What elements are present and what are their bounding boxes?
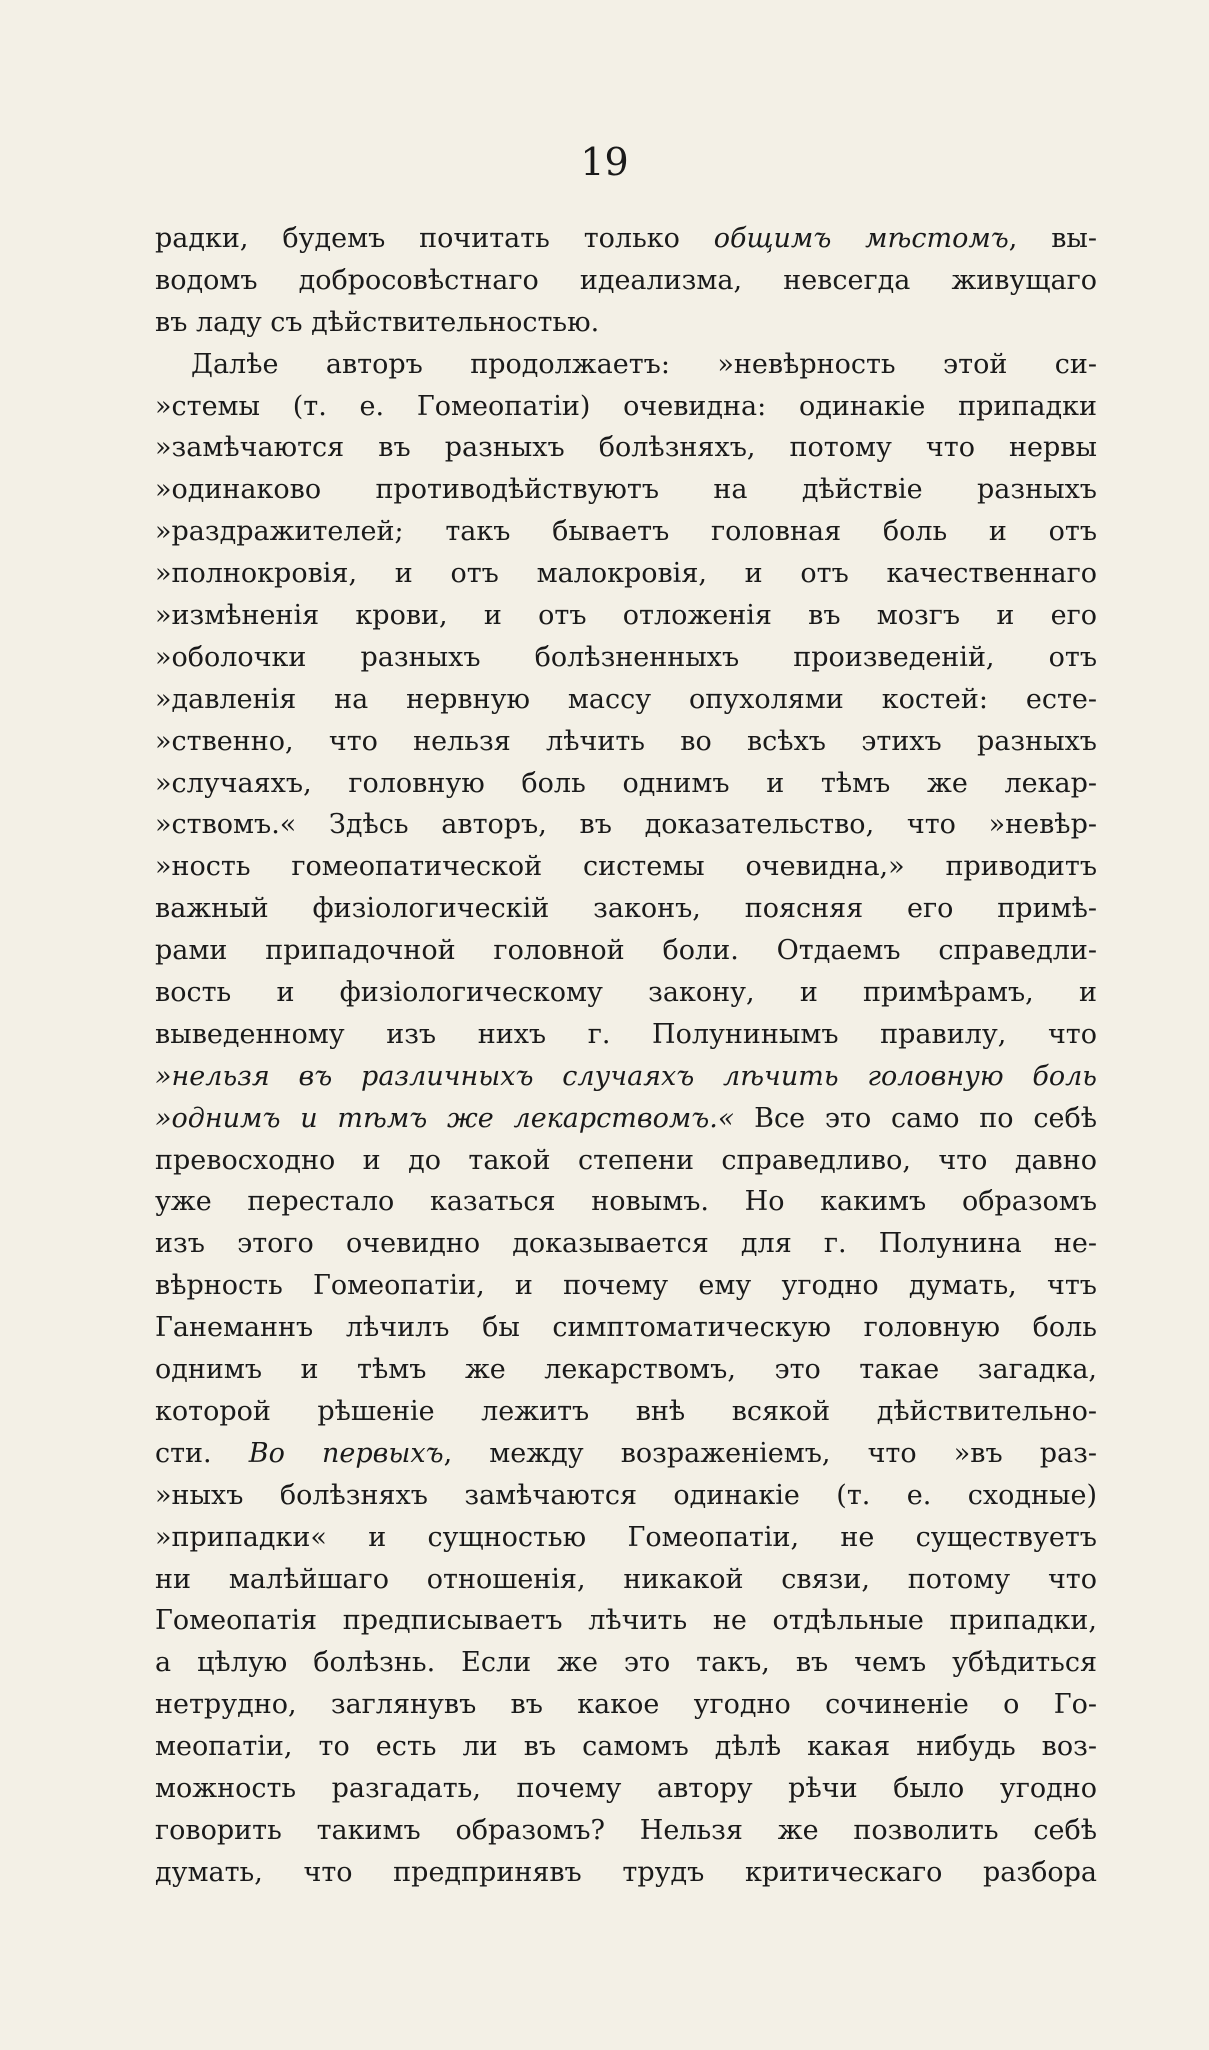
italic-text: »однимъ и тѣмъ же лекарствомъ.« [155, 1102, 735, 1134]
text-line [155, 972, 1097, 1014]
text-line [155, 1475, 1097, 1517]
text-line [155, 595, 1097, 637]
text-line [155, 1517, 1097, 1559]
text-run: уже перестало казаться новымъ. Но какимъ образомъ [155, 1186, 1097, 1218]
text-run: а цѣлую болѣзнь. Если же это такъ, въ чемъ убѣдиться [155, 1647, 1097, 1679]
text-run: однимъ и тѣмъ же лекарствомъ, это такае загадка, [155, 1354, 1097, 1386]
text-line [155, 763, 1097, 805]
text-run: водомъ добросовѣстнаго идеализма, невсегда живущаго [155, 264, 1097, 296]
text-run: »стемы (т. е. Гомеопатіи) очевидна: одинакіе припадки [155, 390, 1097, 422]
text-line [155, 469, 1097, 511]
text-line [155, 1559, 1097, 1601]
text-line [155, 637, 1097, 679]
text-run: выведенному изъ нихъ г. Полунинымъ правилу, что [155, 1018, 1097, 1050]
text-run: »одинаково противодѣйствуютъ на дѣйствіе разныхъ [155, 474, 1097, 506]
text-run: »ность гомеопатической системы очевидна,» приводитъ [155, 851, 1097, 883]
text-line [155, 1181, 1097, 1223]
text-line [155, 1098, 1097, 1140]
text-run: Далѣе авторъ продолжаетъ: »невѣрность этой си- [191, 348, 1097, 380]
text-run: »припадки« и сущностью Гомеопатіи, не существуетъ [155, 1521, 1097, 1553]
text-run: сти. [155, 1437, 249, 1469]
text-run: »оболочки разныхъ болѣзненныхъ произведеній, отъ [155, 641, 1097, 673]
text-line [155, 302, 1097, 344]
text-run: превосходно и до такой степени справедливо, что давно [155, 1144, 1097, 1176]
text-line [155, 344, 1097, 386]
text-line [155, 1642, 1097, 1684]
text-run: рами припадочной головной боли. Отдаемъ справедли- [155, 935, 1097, 967]
text-line [155, 1014, 1097, 1056]
text-run: ни малѣйшаго отношенія, никакой связи, потому что [155, 1563, 1097, 1595]
text-line [155, 679, 1097, 721]
text-run: вѣрность Гомеопатіи, и почему ему угодно думать, чтъ [155, 1270, 1097, 1302]
text-line [155, 1433, 1097, 1475]
text-run: нетрудно, заглянувъ въ какое угодно сочиненіе о Го- [155, 1689, 1097, 1721]
text-line [155, 846, 1097, 888]
text-line [155, 260, 1097, 302]
italic-text: »нельзя въ различныхъ случаяхъ лѣчить головную боль [155, 1060, 1097, 1092]
text-run: »случаяхъ, головную боль однимъ и тѣмъ же лекар- [155, 767, 1097, 799]
body-text [155, 218, 1097, 1894]
text-run: Все это само по себѣ [734, 1102, 1097, 1134]
text-line [155, 1391, 1097, 1433]
text-run: »ственно, что нельзя лѣчить во всѣхъ этихъ разныхъ [155, 725, 1097, 757]
text-line [155, 1265, 1097, 1307]
text-line [155, 1768, 1097, 1810]
text-line [155, 1307, 1097, 1349]
text-run: можность разгадать, почему автору рѣчи было угодно [155, 1772, 1097, 1804]
text-run: въ ладу съ дѣйствительностью. [155, 306, 600, 338]
text-line [155, 1810, 1097, 1852]
text-line [155, 553, 1097, 595]
text-run: меопатіи, то есть ли въ самомъ дѣлѣ какая нибудь воз- [155, 1731, 1097, 1763]
text-run: »полнокровія, и отъ малокровія, и отъ качественнаго [155, 558, 1097, 590]
text-run: думать, что предпринявъ трудъ критическаго разбора [155, 1856, 1097, 1888]
text-line [155, 1600, 1097, 1642]
text-run: »измѣненія крови, и отъ отложенія въ мозгъ и его [155, 600, 1097, 632]
text-line [155, 888, 1097, 930]
text-run: важный физіологическій законъ, поясняя его примѣ- [155, 893, 1097, 925]
text-run: изъ этого очевидно доказывается для г. Полунина не- [155, 1228, 1097, 1260]
text-line [155, 218, 1097, 260]
text-line [155, 1726, 1097, 1768]
text-line [155, 930, 1097, 972]
text-run: Гомеопатія предписываетъ лѣчить не отдѣльные припадки, [155, 1605, 1097, 1637]
text-run: , вы- [1008, 223, 1097, 254]
text-run: »ствомъ.« Здѣсь авторъ, въ доказательство, что »невѣр- [155, 809, 1097, 841]
text-run: »ныхъ болѣзняхъ замѣчаются одинакіе (т. е. сходные) [155, 1479, 1097, 1511]
text-line [155, 511, 1097, 553]
text-line [155, 427, 1097, 469]
text-run: »замѣчаются въ разныхъ болѣзняхъ, потому что нервы [155, 432, 1097, 464]
text-run: вость и физіологическому закону, и примѣрамъ, и [155, 977, 1097, 1009]
text-run: которой рѣшеніе лежитъ внѣ всякой дѣйствительно- [155, 1395, 1097, 1427]
text-line [155, 1056, 1097, 1098]
text-line [155, 1140, 1097, 1182]
italic-text: Во первыхъ [248, 1437, 444, 1469]
text-line [155, 1852, 1097, 1894]
text-run: Ганеманнъ лѣчилъ бы симптоматическую головную боль [155, 1312, 1097, 1344]
text-line [155, 721, 1097, 763]
text-run: »раздражителей; такъ бываетъ головная боль и отъ [155, 516, 1097, 548]
text-line [155, 386, 1097, 428]
italic-text: общимъ мѣстомъ [713, 223, 1009, 254]
text-line [155, 804, 1097, 846]
text-line [155, 1223, 1097, 1265]
text-run: радки, будемъ почитать только [155, 223, 714, 254]
text-line [155, 1349, 1097, 1391]
text-run: говорить такимъ образомъ? Нельзя же позволить себѣ [155, 1814, 1097, 1846]
text-line [155, 1684, 1097, 1726]
page-number: 19 [580, 140, 629, 184]
text-run: , между возраженіемъ, что »въ раз- [443, 1437, 1097, 1469]
text-run: »давленія на нервную массу опухолями костей: есте- [155, 683, 1097, 715]
